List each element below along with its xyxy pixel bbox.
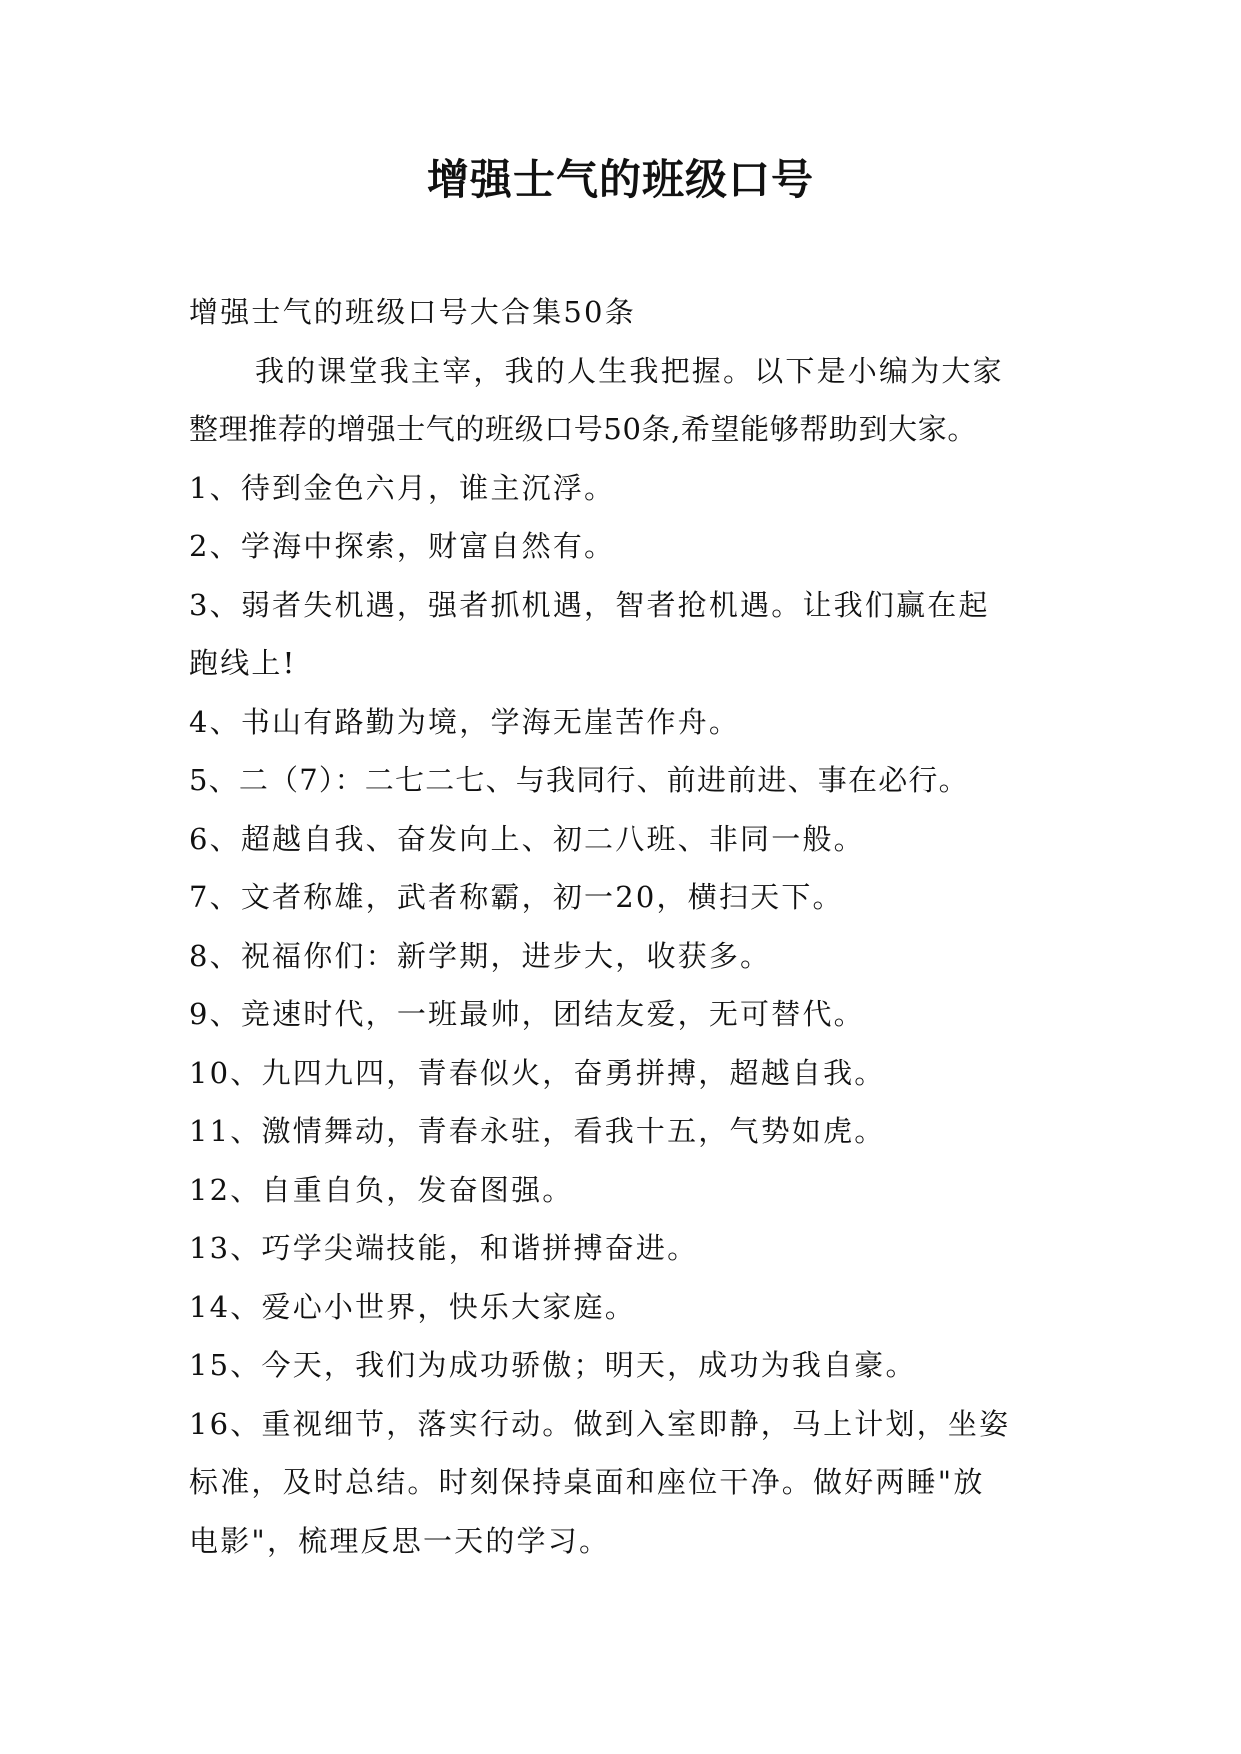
slogan-item: 1、待到金色六月，谁主沉浮。: [189, 470, 616, 505]
slogan-item: 13、巧学尖端技能，和谐拼搏奋进。: [189, 1231, 699, 1265]
subtitle-line: 增强士气的班级口号大合集50条: [189, 295, 636, 329]
intro-paragraph-line: 我的课堂我主宰，我的人生我把握。以下是小编为大家: [255, 353, 1004, 388]
slogan-item: 7、文者称雄，武者称霸，初一20，横扫天下。: [189, 880, 844, 914]
slogan-item: 10、九四九四，青春似火，奋勇拼搏，超越自我。: [189, 1055, 886, 1090]
slogan-item: 2、学海中探索，财富自然有。: [189, 529, 616, 563]
slogan-item-continuation: 跑线上!: [189, 646, 297, 680]
slogan-item-continuation: 标准，及时总结。时刻保持桌面和座位干净。做好两睡"放: [189, 1465, 985, 1499]
slogan-item: 9、竞速时代，一班最帅，团结友爱，无可替代。: [189, 997, 865, 1031]
slogan-item: 11、激情舞动，青春永驻，看我十五，气势如虎。: [189, 1114, 886, 1148]
intro-paragraph-line: 整理推荐的增强士气的班级口号50条,希望能够帮助到大家。: [189, 412, 977, 446]
slogan-item: 3、弱者失机遇，强者抓机遇，智者抢机遇。让我们赢在起: [189, 587, 990, 622]
slogan-item: 16、重视细节，落实行动。做到入室即静，马上计划，坐姿: [189, 1406, 1011, 1441]
slogan-item: 14、爱心小世界，快乐大家庭。: [189, 1289, 636, 1324]
slogan-item: 12、自重自负，发奋图强。: [189, 1172, 574, 1207]
document-body: [189, 283, 1069, 1570]
slogan-item: 5、二（7）：二七二七、与我同行、前进前进、事在必行。: [189, 763, 969, 797]
slogan-item-continuation: 电影"，梳理反思一天的学习。: [189, 1523, 611, 1558]
slogan-item: 15、今天，我们为成功骄傲；明天，成功为我自豪。: [189, 1348, 917, 1382]
slogan-item: 6、超越自我、奋发向上、初二八班、非同一般。: [189, 821, 865, 856]
slogan-item: 4、书山有路勤为境，学海无崖苦作舟。: [189, 704, 741, 739]
slogan-item: 8、祝福你们：新学期，进步大，收获多。: [189, 938, 772, 973]
document-title: 增强士气的班级口号: [426, 155, 814, 204]
